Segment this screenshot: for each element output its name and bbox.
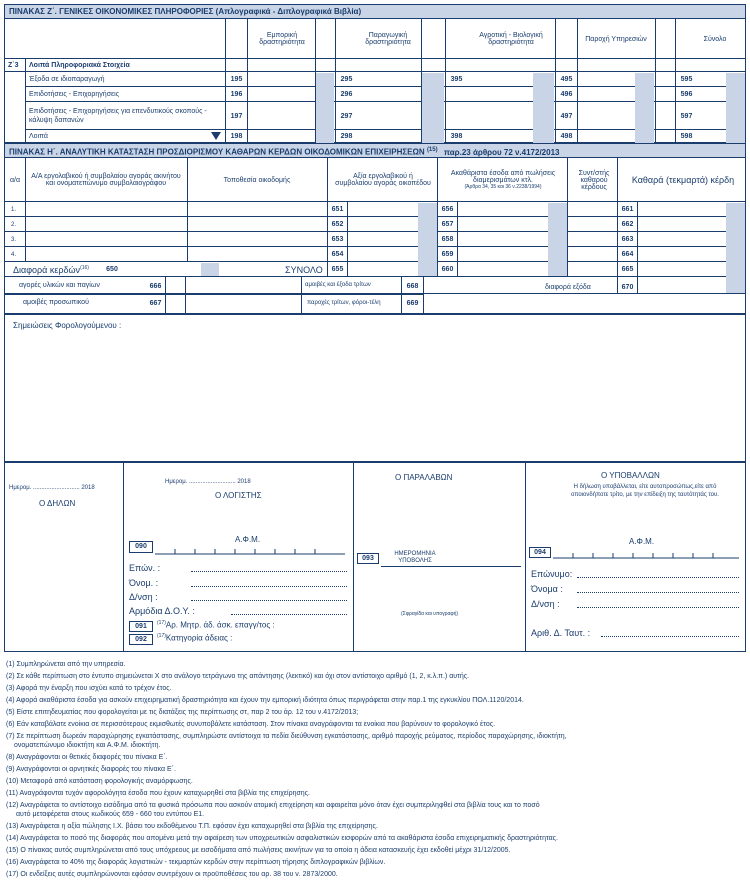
- table-h-title-text: ΠΙΝΑΚΑΣ Η΄. ΑΝΑΛΥΤΙΚΗ ΚΑΤΑΣΤΑΣΗ ΠΡΟΣΔΙΟΡΙΣΜΟΥ ΚΑΘΑΡΩΝ ΚΕΡΔΩΝ ΟΙΚΟΔΟΜΙΚΩΝ ΕΠΙΧΕΙΡΗΣΕΩΝ: [9, 147, 425, 157]
- expense-fees-label: αμοιβές προσωπικού: [23, 299, 89, 306]
- code-655: 655: [331, 266, 344, 273]
- diff-label-sup: (16): [80, 265, 89, 271]
- code-660: 660: [441, 266, 454, 273]
- code-295: 295: [340, 76, 353, 83]
- footnote: (15) Ο πίνακας αυτός συμπληρώνεται από τους υπόχρεους με εισοδήματα από πωλήσεις ακινήτων για τα οποία η άδεια κατασκευής έχει εκδοθεί μέχρι 31/12/2005.: [6, 847, 511, 854]
- accountant-surname-label: Επών. :: [129, 563, 161, 573]
- accountant-field-line[interactable]: [191, 586, 347, 587]
- code-659: 659: [441, 251, 454, 258]
- code-595: 595: [680, 76, 693, 83]
- remarks-box[interactable]: [4, 314, 746, 462]
- remarks-label: Σημειώσεις Φορολογούμενου :: [13, 321, 122, 330]
- code-658: 658: [441, 236, 454, 243]
- footnote: (5) Είστε επιτηδευματίας που φορολογείται με τις διατάξεις της περίπτωσης στ, παρ 2 του άρ. 12 του ν.4172/2013;: [6, 709, 359, 716]
- col-value: Αξία εργολαβικού ή συμβολαίου αγοράς οικοπέδου: [335, 173, 431, 187]
- footnote: (4) Αφορά ακαθάριστα έσοδα για ασκούν επιχειρηματική δραστηριότητα και έχουν την εμπορική ιδιότητα όπως περιγράφεται στην παρ.1 της εγκυκλίου ΠΟΛ.1120/2014.: [6, 697, 524, 704]
- expense-diff-label: διαφορά εξόδα: [545, 284, 591, 291]
- code-297: 297: [340, 113, 353, 120]
- declarant-title: Ο ΔΗΛΩΝ: [39, 499, 76, 508]
- diff-label: [13, 265, 89, 275]
- row-number: 4.: [11, 252, 17, 258]
- code-398: 398: [450, 133, 463, 140]
- code-093: 093: [357, 553, 379, 564]
- code-196: 196: [230, 91, 243, 98]
- section-label: Λοιπά Πληροφοριακά Στοιχεία: [29, 62, 130, 69]
- code-497: 497: [560, 113, 573, 120]
- code-197: 197: [230, 113, 243, 120]
- submitter-id-label: Αριθ. Δ. Ταυτ. :: [531, 628, 591, 638]
- code-596: 596: [680, 91, 693, 98]
- submitter-afm-label: Α.Φ.Μ.: [629, 537, 655, 546]
- col-aa: α/α: [9, 176, 21, 184]
- table-h-title-sup: (15): [426, 147, 438, 153]
- row-label: Λοιπά: [29, 133, 48, 140]
- code-496: 496: [560, 91, 573, 98]
- accountant-cat-sup: (17): [157, 633, 166, 639]
- submitter-field-line[interactable]: [577, 607, 739, 608]
- footnote: (8) Αναγράφονται οι θετικές διαφορές του πίνακα Ε΄.: [6, 754, 168, 761]
- footnote: (10) Μεταφορά από κατάσταση φορολογικής αναμόρφωσης.: [6, 778, 193, 785]
- code-495: 495: [560, 76, 573, 83]
- code-666: 666: [149, 283, 162, 290]
- col-location: Τοποθεσία οικοδομής: [223, 176, 291, 184]
- footnote: (14) Αναγράφεται το ποσό της διαφοράς που απομένει μετά την αφαίρεση των υποχρεωτικών ασφαλιστικών εισφορών από τα ακαθάριστα έσοδα επιχειρηματικής δραστηριότητας.: [6, 835, 558, 842]
- code-654: 654: [331, 251, 344, 258]
- submitter-title: Ο ΥΠΟΒΑΛΛΩΝ: [601, 471, 660, 480]
- col-revenue-text: Ακαθάριστα έσοδα από πωλήσεις διαμερισμάτων κτλ.: [450, 170, 556, 184]
- declarant-date: Ημερομ. ............................ 2018: [9, 485, 95, 491]
- accountant-address-label: Δ/νση :: [129, 592, 158, 602]
- receiver-date-label: ΗΜΕΡΟΜΗΝΙΑ ΥΠΟΒΟΛΗΣ: [394, 551, 436, 564]
- code-668: 668: [406, 283, 419, 290]
- submitter-address-label: Δ/νση :: [531, 599, 560, 609]
- table-h: [4, 143, 746, 314]
- col-production: Παραγωγική δραστηριότητα: [365, 32, 411, 46]
- accountant-reg-sup: (17): [157, 620, 166, 626]
- receiver-title: Ο ΠΑΡΑΛΑΒΩΝ: [395, 473, 453, 482]
- expense-services-label: παροχές τρίτων, φόροι-τέλη: [307, 300, 381, 306]
- code-657: 657: [441, 221, 454, 228]
- footnote: (3) Αφορά την έναρξη που ισχύει κατά το τρέχον έτος.: [6, 685, 172, 692]
- col-commercial: Εμπορική δραστηριότητα: [259, 32, 305, 46]
- code-656: 656: [441, 206, 454, 213]
- diff-label-text: Διαφορά κερδών: [13, 265, 81, 275]
- code-090: 090: [129, 541, 153, 553]
- submitter-surname-label: Επώνυμο:: [531, 569, 573, 579]
- submitter-field-line[interactable]: [577, 592, 739, 593]
- row-number: 2.: [11, 222, 17, 228]
- submitter-afm-field[interactable]: [553, 547, 739, 559]
- code-092: 092: [129, 634, 153, 645]
- col-coef: Συντ/στής καθαρού κέρδους: [578, 169, 610, 191]
- row-number: 1.: [11, 207, 17, 213]
- submitter-field-line[interactable]: [577, 577, 739, 578]
- code-296: 296: [340, 91, 353, 98]
- code-395: 395: [450, 76, 463, 83]
- submitter-field-line[interactable]: [601, 636, 739, 637]
- col-revenue-note: (Άρθρα 34, 35 και 36 ν.2238/1994): [464, 184, 542, 190]
- col-revenue: [441, 160, 565, 200]
- table-h-title-tail: παρ.23 άρθρου 72 ν.4172/2013: [443, 147, 560, 157]
- footnote: (9) Αναγράφονται οι αρνητικές διαφορές του πίνακα Ε΄.: [6, 766, 176, 773]
- submitter-name-label: Όνομα :: [531, 584, 563, 594]
- row-label: Επιδοτήσεις - Επιχορηγήσεις: [29, 91, 120, 98]
- table-h-title: [5, 144, 745, 158]
- footnote: (17) Οι ενδείξεις αυτές συμπληρώνονται εφόσον συντρέχουν οι προϋποθέσεις του αρ. 38 του ν. 2873/2000.: [6, 871, 338, 878]
- footnote: (11) Αναγράφονται τυχόν αφορολόγητα έσοδα που έχουν καταχωρηθεί στα βιβλία της επιχείρησης.: [6, 790, 311, 797]
- code-652: 652: [331, 221, 344, 228]
- table-z-title: ΠΙΝΑΚΑΣ Ζ΄. ΓΕΝΙΚΕΣ ΟΙΚΟΝΟΜΙΚΕΣ ΠΛΗΡΟΦΟΡΙΕΣ (Απλογραφικά - Διπλογραφικά Βιβλία): [5, 5, 745, 19]
- code-598: 598: [680, 133, 693, 140]
- code-669: 669: [406, 300, 419, 307]
- accountant-afm-label: Α.Φ.Μ.: [235, 535, 261, 544]
- accountant-name-label: Όνομ. :: [129, 578, 159, 588]
- signatures: [4, 462, 746, 652]
- code-597: 597: [680, 113, 693, 120]
- section-code: Ζ΄3: [8, 62, 19, 69]
- code-662: 662: [621, 221, 634, 228]
- code-298: 298: [340, 133, 353, 140]
- row-number: 3.: [11, 237, 17, 243]
- col-services: Παροχή Υπηρεσιών: [585, 35, 647, 43]
- row-label: Επιδοτήσεις - Επιχορηγήσεις για επενδυτικούς σκοπούς - κάλυψη δαπανών: [29, 108, 207, 124]
- row-label: Έξοδα σε ιδιοπαραγωγή: [29, 76, 105, 83]
- dropdown-arrow-icon[interactable]: [211, 132, 221, 140]
- accountant-reg-text: Αρ. Μητρ. άδ. άσκ. επαγγ/τος :: [165, 620, 275, 630]
- code-664: 664: [621, 251, 634, 258]
- accountant-field-line[interactable]: [191, 571, 347, 572]
- code-198: 198: [230, 133, 243, 140]
- accountant-cat-label: [157, 633, 232, 643]
- accountant-field-line[interactable]: [231, 614, 347, 615]
- code-650: 650: [106, 266, 118, 273]
- code-665: 665: [621, 266, 634, 273]
- footnote: αυτό μεταφέρεται στους κωδικούς 659 - 660 του εντύπου Ε1.: [16, 811, 205, 818]
- footnote: (16) Αναγράφεται το 40% της διαφοράς λογιστικών - τεκμαρτών κερδών στην περίπτωση τήρησης διπλογραφικών βιβλίων.: [6, 859, 386, 866]
- footnote: (1) Συμπληρώνεται από την υπηρεσία.: [6, 661, 126, 668]
- accountant-cat-text: Κατηγορία άδειας :: [165, 633, 233, 643]
- code-667: 667: [149, 300, 162, 307]
- accountant-field-line[interactable]: [191, 600, 347, 601]
- footnote: (7) Σε περίπτωση δωρεάν παραχώρησης εγκατάστασης, συμπληρώστε αντίστοιχα τα πεδία διεύθυνση εγκατάστασης, αριθμό παροχής ρεύματος, περίοδος παραχώρησης, ιδιοκτήτη,: [6, 733, 567, 740]
- col-total: Σύνολο: [703, 35, 727, 43]
- accountant-date: Ημερομ. ............................ 2018: [165, 479, 251, 485]
- footnote: (6) Εάν καταβάλατε ενοίκια σε περισσότερους εκμισθωτές συνυποβάλετε κατάσταση. Στον πίνακα αναγράφονται τα ενοίκια που βαρύνουν το φορολογικό έτος.: [6, 721, 496, 728]
- footnote: (13) Αναγράφεται η αξία πώλησης Ι.Χ. βάσει του εκδοθέμενου Τ.Π. εφόσον έχει καταχωρηθεί στα βιβλία της επιχείρησης.: [6, 823, 378, 830]
- code-661: 661: [621, 206, 634, 213]
- col-profit: Καθαρά (τεκμαρτά) κέρδη: [631, 175, 735, 185]
- accountant-afm-field[interactable]: [155, 543, 345, 555]
- footnote: (2) Σε κάθε περίπτωση στο έντυπο σημειώνεται Χ στο ανάλογο τετράγωνο της απάντησης (λεκτικό) και όχι στον αντίστοιχο αριθμό (1, 2, κ.λ.π.) αυτής.: [6, 673, 470, 680]
- submitter-note: Η δήλωση υποβάλλεται, είτε αυτοπροσώπως,είτε από οποιονδήποτε τρίτο, με την επίδειξη της ταυτότητάς του.: [571, 484, 719, 498]
- code-091: 091: [129, 621, 153, 632]
- total-label: ΣΥΝΟΛΟ: [285, 265, 323, 275]
- code-498: 498: [560, 133, 573, 140]
- code-094: 094: [529, 547, 551, 558]
- col-agricultural: Αγροτική - Βιολογική δραστηριότητα: [479, 32, 543, 46]
- accountant-doy-label: Αρμόδια Δ.Ο.Υ. :: [129, 606, 195, 616]
- accountant-title: Ο ΛΟΓΙΣΤΗΣ: [215, 491, 262, 500]
- code-653: 653: [331, 236, 344, 243]
- code-663: 663: [621, 236, 634, 243]
- code-670: 670: [621, 284, 634, 291]
- expense-goods-label: αγορές υλικών και παγίων: [19, 282, 100, 289]
- accountant-reg-label: [157, 620, 275, 630]
- code-195: 195: [230, 76, 243, 83]
- footnote: (12) Αναγράφεται το αντίστοιχο εισόδημα από τα φυσικά πρόσωπα που ασκούν ατομική επιχείρηση και αφαιρείται μόνο όταν έχει συμπεριληφθεί στα βιβλία τους και το ποσό: [6, 802, 540, 809]
- receiver-stamp-label: (Σφραγίδα και υπογραφή): [401, 611, 459, 617]
- code-651: 651: [331, 206, 344, 213]
- footnote: ονοματεπώνυμο ιδιοκτήτη και Α.Φ.Μ. ιδιοκτήτη.: [14, 742, 161, 749]
- col-contract: Α/Α εργολαβικού ή συμβολαίου αγοράς ακινήτου και ονοματεπώνυμο συμβολαιογράφου: [31, 173, 181, 187]
- expense-third-label: αμοιβές και έξοδα τρίτων: [305, 282, 371, 288]
- table-z: [4, 4, 746, 143]
